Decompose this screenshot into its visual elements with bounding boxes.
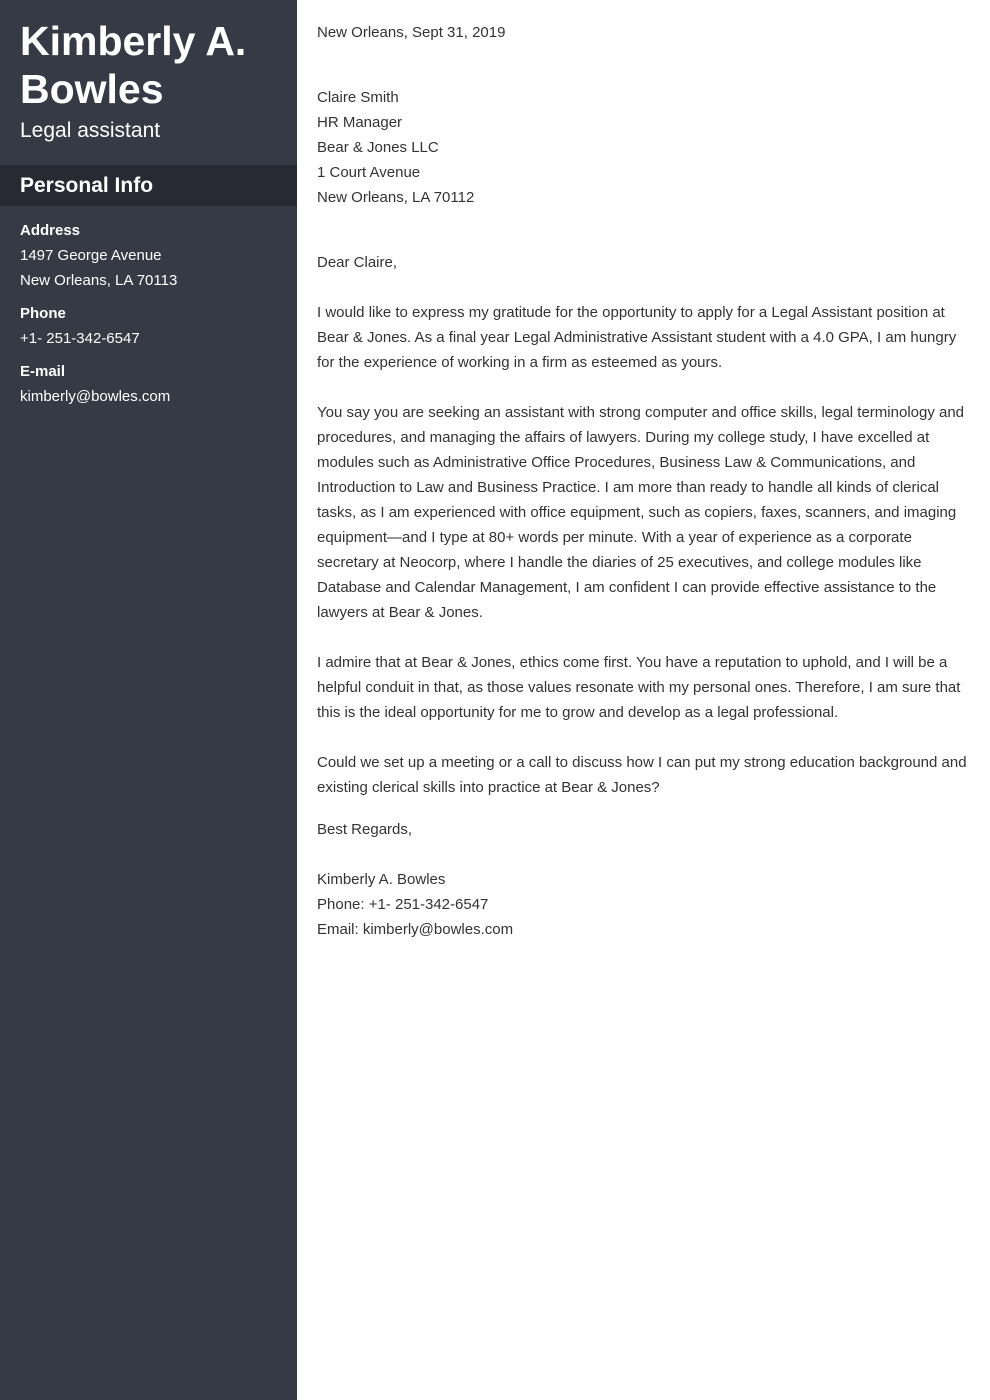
letter-paragraph-4: Could we set up a meeting or a call to discuss how I can put my strong education background and existing clerical skills into practice at Bear & Jones? (317, 754, 967, 796)
signature-name: Kimberly A. Bowles (317, 871, 446, 888)
address-line-1: 1497 George Avenue (20, 247, 162, 264)
email-block (20, 359, 277, 409)
letter-date: New Orleans, Sept 31, 2019 (317, 24, 506, 41)
signature-email: Email: kimberly@bowles.com (317, 921, 514, 938)
phone-block (20, 301, 277, 351)
letter-paragraph-3: I admire that at Bear & Jones, ethics come first. You have a reputation to uphold, and I will be a helpful conduit in that, as those values resonate with my personal ones. Therefore, I am sure that this is the ideal opportunity for me to grow and develop as a legal professional. (317, 654, 961, 721)
recipient-company: Bear & Jones LLC (317, 139, 439, 156)
recipient-title: HR Manager (317, 114, 403, 131)
personal-info-heading: Personal Info (20, 173, 154, 197)
applicant-name-line-2: Bowles (20, 66, 164, 112)
sidebar-header (0, 0, 297, 165)
signature-phone: Phone: +1- 251-342-6547 (317, 896, 489, 913)
phone-label: Phone (20, 305, 66, 322)
recipient-city: New Orleans, LA 70112 (317, 189, 475, 206)
letter-paragraph-2: You say you are seeking an assistant with strong computer and office skills, legal terminology and procedures, and managing the affairs of lawyers. During my college study, I have excelled at modules such as Administrative Office Procedures, Business Law & Communications, and Introduction to Law and Business Practice. I am more than ready to handle all kinds of clerical tasks, as I am experienced with office equipment, such as copiers, faxes, scanners, and imaging equipment—and I type at 80+ words per minute. With a year of experience as a corporate secretary at Neocorp, where I handle the diaries of 25 executives, and college modules like Database and Calendar Management, I am confident I can provide effective assistance to the lawyers at Bear & Jones. (317, 404, 965, 621)
recipient-block (317, 85, 968, 210)
email-label: E-mail (20, 363, 66, 380)
salutation: Dear Claire, (317, 254, 398, 271)
address-label: Address (20, 222, 81, 239)
signature-block (317, 867, 968, 942)
personal-info (0, 206, 297, 409)
address-line-2: New Orleans, LA 70113 (20, 272, 178, 289)
applicant-name (20, 17, 277, 113)
applicant-name-line-1: Kimberly A. (20, 18, 247, 64)
address-block (20, 218, 277, 293)
letter-body (297, 0, 990, 1400)
closing: Best Regards, (317, 821, 413, 838)
letter-paragraph-1: I would like to express my gratitude for the opportunity to apply for a Legal Assistant position at Bear & Jones. As a final year Legal Administrative Assistant student with a 4.0 GPA, I am hungry for the experience of working in a firm as esteemed as yours. (317, 304, 957, 371)
sidebar (0, 0, 297, 1400)
applicant-job-title: Legal assistant (20, 119, 161, 142)
email-value: kimberly@bowles.com (20, 388, 171, 405)
phone-value: +1- 251-342-6547 (20, 330, 140, 347)
personal-info-heading-band (0, 165, 297, 206)
recipient-street: 1 Court Avenue (317, 164, 421, 181)
recipient-name: Claire Smith (317, 89, 399, 106)
